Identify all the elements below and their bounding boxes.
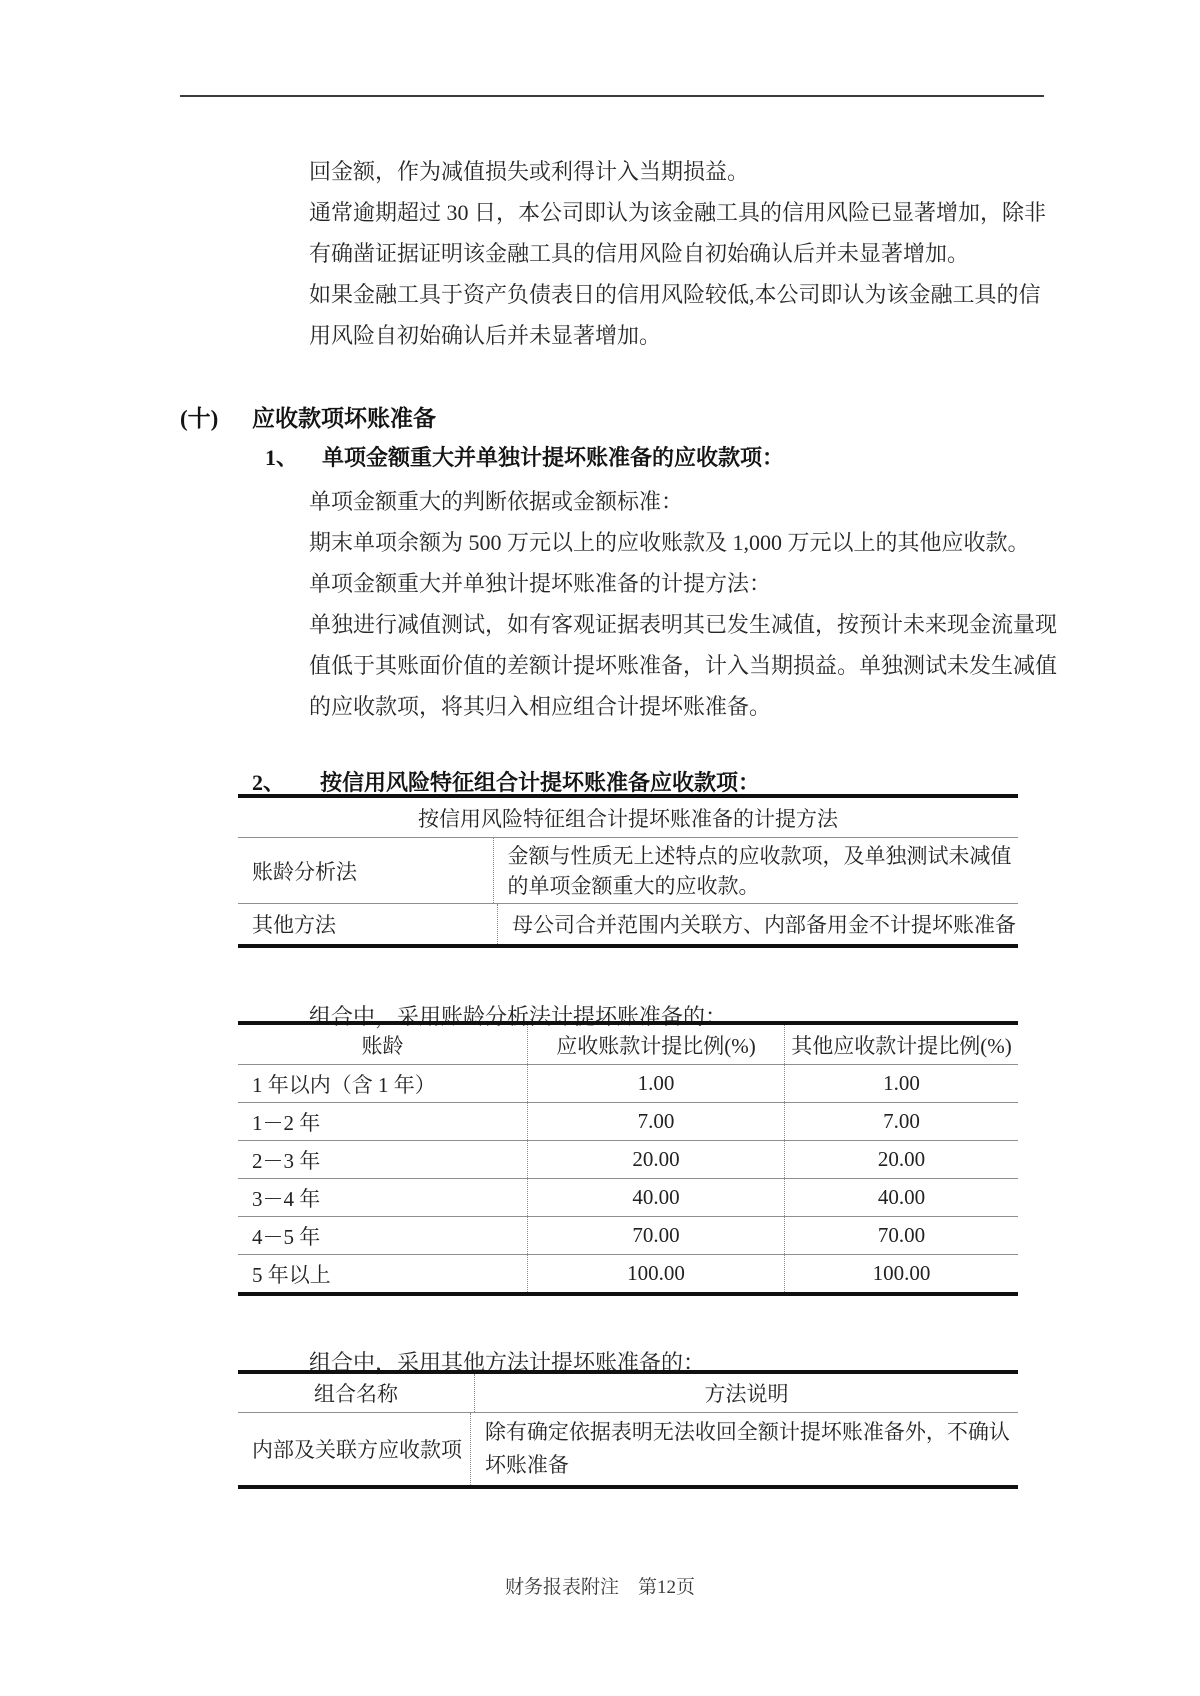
table-row bbox=[238, 1140, 1018, 1178]
aging-label: 2－3 年 bbox=[238, 1141, 528, 1178]
table-row bbox=[238, 1254, 1018, 1292]
paragraph-line: 通常逾期超过 30 日，本公司即认为该金融工具的信用风险已显著增加，除非 bbox=[309, 200, 1047, 225]
ratio-value: 70.00 bbox=[528, 1217, 785, 1254]
aging-header-row bbox=[238, 1025, 1018, 1064]
ratio-value: 1.00 bbox=[528, 1065, 785, 1102]
column-header: 账龄 bbox=[238, 1025, 528, 1064]
paragraph-line: 值低于其账面价值的差额计提坏账准备，计入当期损益。单独测试未发生减值 bbox=[309, 653, 1058, 678]
column-header: 其他应收款计提比例(%) bbox=[791, 1033, 1012, 1058]
aging-label: 5 年以上 bbox=[238, 1255, 528, 1292]
ratio-value: 100.00 bbox=[872, 1261, 931, 1285]
ratio-value: 7.00 bbox=[528, 1103, 785, 1140]
method-desc-cell: 母公司合并范围内关联方、内部备用金不计提坏账准备 bbox=[512, 913, 1016, 937]
method-name-cell: 其他方法 bbox=[238, 904, 498, 944]
intro-paragraph bbox=[309, 151, 1046, 356]
paragraph-line: 期末单项余额为 500 万元以上的应收账款及 1,000 万元以上的其他应收款。 bbox=[309, 530, 1030, 555]
table-row bbox=[238, 1102, 1018, 1140]
ratio-value: 20.00 bbox=[877, 1147, 926, 1171]
page-footer: 财务报表附注 第12页 bbox=[504, 1577, 695, 1598]
item1-title: 单项金额重大并单独计提坏账准备的应收款项： bbox=[322, 445, 785, 470]
method-table-caption: 按信用风险特征组合计提坏账准备的计提方法 bbox=[238, 798, 1018, 838]
table-row bbox=[238, 1412, 1018, 1485]
method-desc-cell bbox=[494, 838, 1018, 903]
section-title: 应收款项坏账准备 bbox=[252, 406, 436, 431]
method-name-cell: 账龄分析法 bbox=[238, 838, 494, 903]
table-row bbox=[238, 1064, 1018, 1102]
paragraph-line: 单项金额重大并单独计提坏账准备的计提方法： bbox=[309, 571, 772, 596]
header-rule bbox=[180, 95, 1044, 97]
paragraph-line: 回金额，作为减值损失或利得计入当期损益。 bbox=[309, 159, 750, 184]
table-row bbox=[238, 1216, 1018, 1254]
ratio-value: 40.00 bbox=[877, 1185, 926, 1209]
item2-title: 按信用风险特征组合计提坏账准备应收款项： bbox=[320, 770, 761, 795]
ratio-value: 70.00 bbox=[877, 1223, 926, 1247]
table-row bbox=[238, 1178, 1018, 1216]
ratio-value: 100.00 bbox=[528, 1255, 785, 1292]
ratio-value: 7.00 bbox=[883, 1109, 920, 1133]
desc-line: 坏账准备 bbox=[484, 1453, 569, 1477]
aging-label: 3－4 年 bbox=[238, 1179, 528, 1216]
paragraph-line: 单项金额重大的判断依据或金额标准： bbox=[309, 489, 684, 514]
ratio-value: 40.00 bbox=[528, 1179, 785, 1216]
aging-caption: 组合中，采用账龄分析法计提坏账准备的： bbox=[309, 1004, 728, 1029]
aging-table bbox=[238, 1021, 1018, 1296]
desc-line: 金额与性质无上述特点的应收款项，及单独测试未减值 bbox=[507, 843, 1012, 868]
table-row bbox=[238, 838, 1018, 903]
paragraph-line: 单独进行减值测试，如有客观证据表明其已发生减值，按预计未来现金流量现 bbox=[309, 612, 1058, 637]
desc-line: 除有确定依据表明无法收回全额计提坏账准备外，不确认 bbox=[484, 1420, 1010, 1444]
paragraph-line: 有确凿证据证明该金融工具的信用风险自初始确认后并未显著增加。 bbox=[309, 241, 970, 266]
ratio-value: 1.00 bbox=[883, 1071, 920, 1095]
column-header: 应收账款计提比例(%) bbox=[528, 1025, 785, 1064]
ratio-value: 20.00 bbox=[528, 1141, 785, 1178]
method-table bbox=[238, 794, 1018, 948]
column-header: 方法说明 bbox=[704, 1382, 789, 1406]
portfolio-name-cell: 内部及关联方应收款项 bbox=[238, 1413, 471, 1485]
aging-label: 1－2 年 bbox=[238, 1103, 528, 1140]
item1-body bbox=[309, 481, 1057, 727]
other-header-row bbox=[238, 1374, 1018, 1412]
desc-line: 的单项金额重大的应收款。 bbox=[507, 873, 760, 898]
paragraph-line: 如果金融工具于资产负债表日的信用风险较低,本公司即认为该金融工具的信 bbox=[309, 282, 1041, 307]
item1-number: 1、 bbox=[265, 445, 299, 470]
other-caption: 组合中，采用其他方法计提坏账准备的： bbox=[309, 1350, 706, 1375]
table-row bbox=[238, 903, 1018, 944]
aging-label: 4－5 年 bbox=[238, 1217, 528, 1254]
other-table bbox=[238, 1370, 1018, 1489]
section-marker: (十) bbox=[180, 406, 219, 431]
aging-label: 1 年以内（含 1 年） bbox=[238, 1065, 528, 1102]
paragraph-line: 用风险自初始确认后并未显著增加。 bbox=[309, 323, 662, 348]
column-header: 组合名称 bbox=[238, 1374, 475, 1412]
item2-number: 2、 bbox=[252, 770, 286, 795]
portfolio-desc-cell bbox=[471, 1413, 1018, 1485]
paragraph-line: 的应收款项，将其归入相应组合计提坏账准备。 bbox=[309, 694, 772, 719]
